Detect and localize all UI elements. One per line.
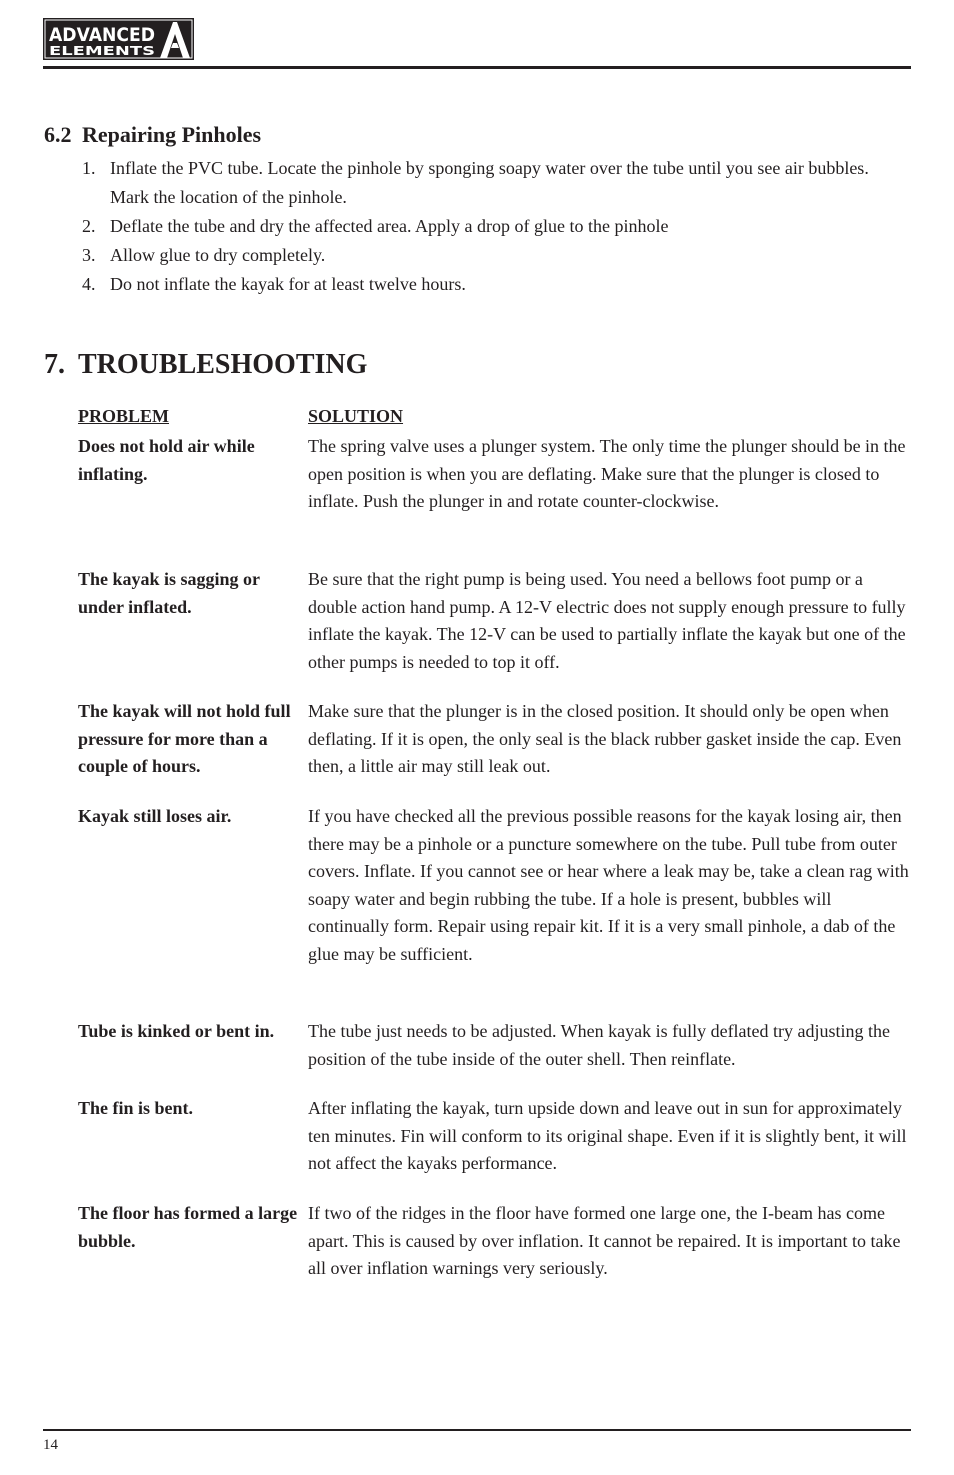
step-text: Do not inflate the kayak for at least twelve hours. (110, 274, 466, 294)
logo-line2: ELEMENTS (49, 44, 155, 58)
solution-text: The tube just needs to be adjusted. When kayak is fully deflated try adjusting the position of the tube inside of the outer shell. Then reinflate. (308, 1021, 891, 1069)
page-number: 14 (43, 1437, 58, 1453)
solution-column-header: SOLUTION (308, 406, 404, 426)
list-item (44, 154, 874, 212)
solution-text: After inflating the kayak, turn upside down and leave out in sun for approximately ten minutes. Fin will conform to its original shape. Even if it is slightly bent, it will not affect the kayaks performance. (308, 1098, 907, 1174)
problem-text: The fin is bent. (78, 1098, 194, 1118)
step-number: 4. (82, 274, 96, 294)
section-7-heading (44, 349, 367, 381)
footer-rule (43, 1429, 911, 1431)
problem-text: The floor has formed a large bubble. (78, 1203, 298, 1251)
section-6-2-heading (44, 122, 261, 148)
step-number: 2. (82, 216, 96, 236)
problem-text: The kayak is sagging or under inflated. (78, 569, 260, 617)
list-item (44, 212, 874, 241)
problem-text: The kayak will not hold full pressure for more than a couple of hours. (78, 701, 291, 777)
section-title: Repairing Pinholes (82, 122, 262, 147)
pinhole-steps-list (44, 154, 874, 299)
section-number: 6.2 (44, 122, 72, 147)
solution-text: If you have checked all the previous possible reasons for the kayak losing air, then there may be a pinhole or a puncture somewhere on the tube. Pull tube from outer covers. Inflate. If you cannot see or hear where a leak may be, take a clean rag with soapy water and begin rubbing the tube. If a hole is present, bubbles will continually form. Repair using repair kit. If it is a very small pinhole, a dab of the glue may be sufficient. (308, 806, 909, 964)
section-title: TROUBLESHOOTING (78, 349, 368, 380)
solution-text: If two of the ridges in the floor have formed one large one, the I-beam has come apart. This is caused by over inflation. It cannot be repaired. It is important to take all over inflation warnings very seriously. (308, 1203, 901, 1279)
problem-text: Tube is kinked or bent in. (78, 1021, 275, 1041)
step-text: Deflate the tube and dry the affected area. Apply a drop of glue to the pinhole (110, 216, 669, 236)
problem-text: Kayak still loses air. (78, 806, 232, 826)
section-number: 7. (44, 349, 65, 380)
list-item (44, 241, 874, 270)
logo-line1: ADVANCED (49, 24, 155, 46)
problem-text: Does not hold air while inflating. (78, 436, 255, 484)
header-rule (43, 66, 911, 69)
solution-text: The spring valve uses a plunger system. The only time the plunger should be in the open position is when you are deflating. Make sure that the plunger is closed to inflate. Push the plunger in and rotate counter-clockwise. (308, 436, 906, 512)
problem-column-header: PROBLEM (78, 406, 170, 426)
advanced-elements-logo (43, 18, 194, 60)
solution-text: Make sure that the plunger is in the closed position. It should only be open when deflating. If it is open, the only seal is the black rubber gasket inside the cap. Even then, a little air may still leak out. (308, 701, 902, 777)
solution-text: Be sure that the right pump is being used. You need a bellows foot pump or a double action hand pump. A 12-V electric does not supply enough pressure to fully inflate the kayak. The 12-V can be used to partially inflate the kayak but one of the other pumps is needed to top it off. (308, 569, 906, 672)
step-number: 3. (82, 245, 96, 265)
step-number: 1. (82, 158, 96, 178)
step-text: Allow glue to dry completely. (110, 245, 326, 265)
list-item (44, 270, 874, 299)
step-text: Inflate the PVC tube. Locate the pinhole by sponging soapy water over the tube until you see air bubbles. Mark the location of the pinhole. (110, 158, 869, 207)
